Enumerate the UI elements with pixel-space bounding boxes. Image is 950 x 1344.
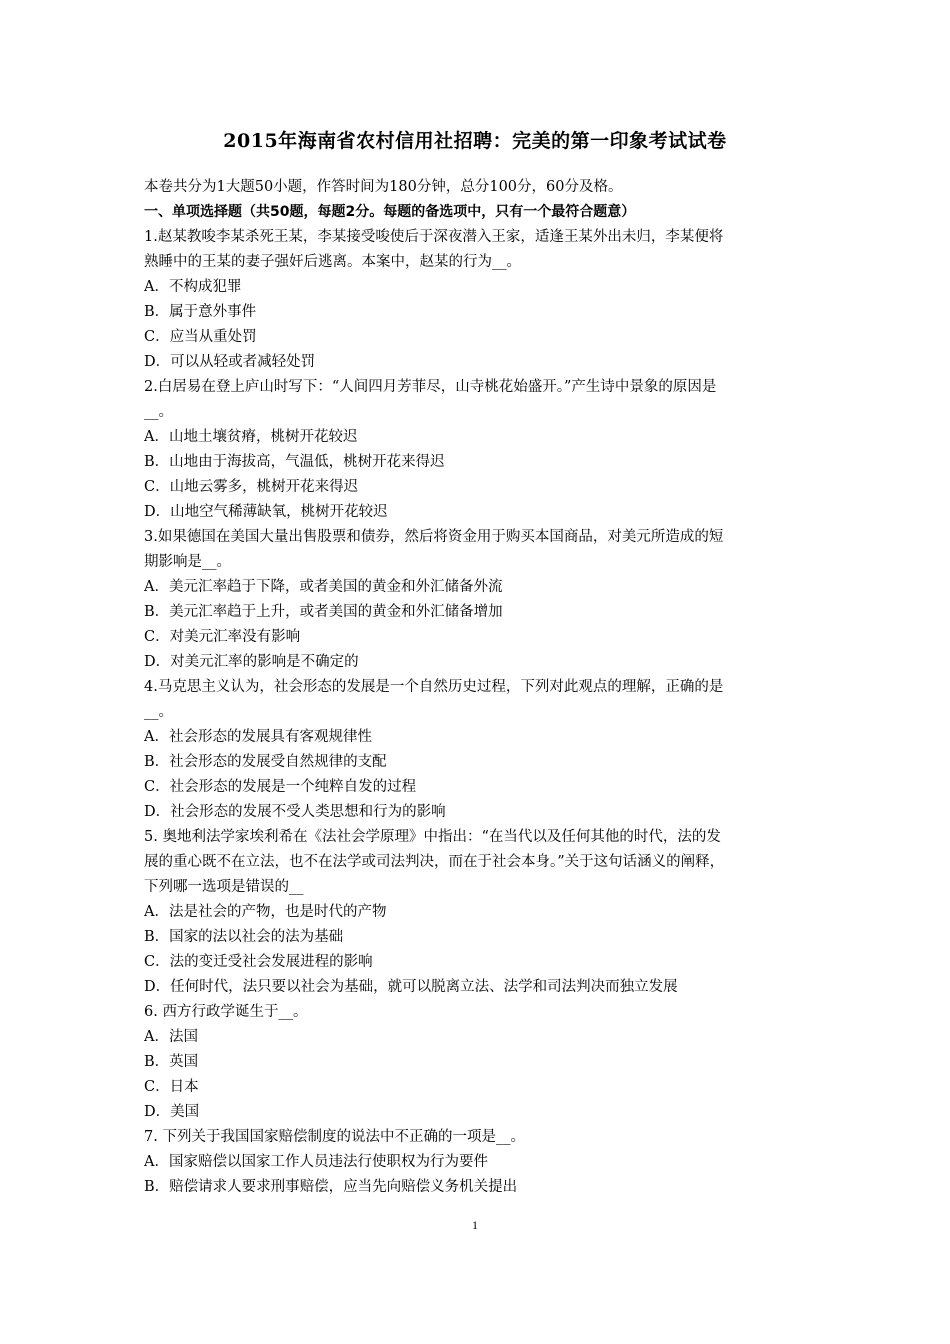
answer-option: D．任何时代，法只要以社会为基础，就可以脱离立法、法学和司法判决而独立发展 [144,979,678,995]
question-text-line: __。 [144,404,173,420]
question-text-line: 5. 奥地利法学家埃利希在《法社会学原理》中指出：“在当代以及任何其他的时代，法的发 [144,829,721,845]
question-text-line: 期影响是__。 [144,554,231,570]
answer-option: A．山地土壤贫瘠，桃树开花较迟 [144,429,358,445]
question-block [144,375,816,525]
answer-option: C．法的变迁受社会发展进程的影响 [144,954,373,970]
document-body [144,175,816,1200]
answer-option: B．社会形态的发展受自然规律的支配 [144,754,387,770]
question-text-line: 1.赵某教唆李某杀死王某，李某接受唆使后于深夜潜入王家，适逢王某外出未归，李某便将 [144,229,724,245]
answer-option: D．社会形态的发展不受人类思想和行为的影响 [144,804,446,820]
answer-option: A．法国 [144,1029,198,1045]
question-text-line: 4.马克思主义认为，社会形态的发展是一个自然历史过程，下列对此观点的理解，正确的是 [144,679,724,695]
question-text-line: 展的重心既不在立法，也不在法学或司法判决，而在于社会本身。”关于这句话涵义的阐释， [144,854,725,870]
exam-intro: 本卷共分为1大题50小题，作答时间为180分钟，总分100分，60分及格。 [144,179,623,195]
document-title: 2015年海南省农村信用社招聘：完美的第一印象考试试卷 [223,130,727,152]
question-text-line: 6. 西方行政学诞生于__。 [144,1004,308,1020]
question-text-line: 2.白居易在登上庐山时写下：“人间四月芳菲尽，山寺桃花始盛开。”产生诗中景象的原因是 [144,379,717,395]
question-block [144,1125,816,1200]
answer-option: B．美元汇率趋于上升，或者美国的黄金和外汇储备增加 [144,604,503,620]
answer-option: A．社会形态的发展具有客观规律性 [144,729,372,745]
answer-option: C．日本 [144,1079,199,1095]
answer-option: B．属于意外事件 [144,304,257,320]
answer-option: B．赔偿请求人要求刑事赔偿，应当先向赔偿义务机关提出 [144,1179,518,1195]
answer-option: B．英国 [144,1054,199,1070]
question-text-line: 熟睡中的王某的妻子强奸后逃离。本案中，赵某的行为__。 [144,254,521,270]
question-text-line: __。 [144,704,173,720]
question-block [144,525,816,675]
section-heading: 一、单项选择题（共50题，每题2分。每题的备选项中，只有一个最符合题意） [144,204,636,220]
answer-option: D．美国 [144,1104,200,1120]
answer-option: C．山地云雾多，桃树开花来得迟 [144,479,359,495]
answer-option: C．社会形态的发展是一个纯粹自发的过程 [144,779,417,795]
answer-option: B．国家的法以社会的法为基础 [144,929,344,945]
answer-option: A．国家赔偿以国家工作人员违法行使职权为行为要件 [144,1154,488,1170]
answer-option: D．山地空气稀薄缺氧，桃树开花较迟 [144,504,388,520]
answer-option: C．应当从重处罚 [144,329,257,345]
page-number: 1 [472,1218,478,1232]
question-block [144,675,816,825]
answer-option: C．对美元汇率没有影响 [144,629,301,645]
question-list [144,225,816,1200]
question-text-line: 3.如果德国在美国大量出售股票和债券，然后将资金用于购买本国商品，对美元所造成的短 [144,529,724,545]
answer-option: A．不构成犯罪 [144,279,242,295]
question-text-line: 下列哪一选项是错误的__ [144,879,304,895]
answer-option: A．法是社会的产物，也是时代的产物 [144,904,387,920]
question-block [144,825,816,1000]
question-text-line: 7. 下列关于我国国家赔偿制度的说法中不正确的一项是__。 [144,1129,525,1145]
answer-option: D．可以从轻或者减轻处罚 [144,354,316,370]
question-block [144,225,816,375]
answer-option: A．美元汇率趋于下降，或者美国的黄金和外汇储备外流 [144,579,503,595]
answer-option: D．对美元汇率的影响是不确定的 [144,654,359,670]
answer-option: B．山地由于海拔高，气温低，桃树开花来得迟 [144,454,445,470]
question-block [144,1000,816,1125]
